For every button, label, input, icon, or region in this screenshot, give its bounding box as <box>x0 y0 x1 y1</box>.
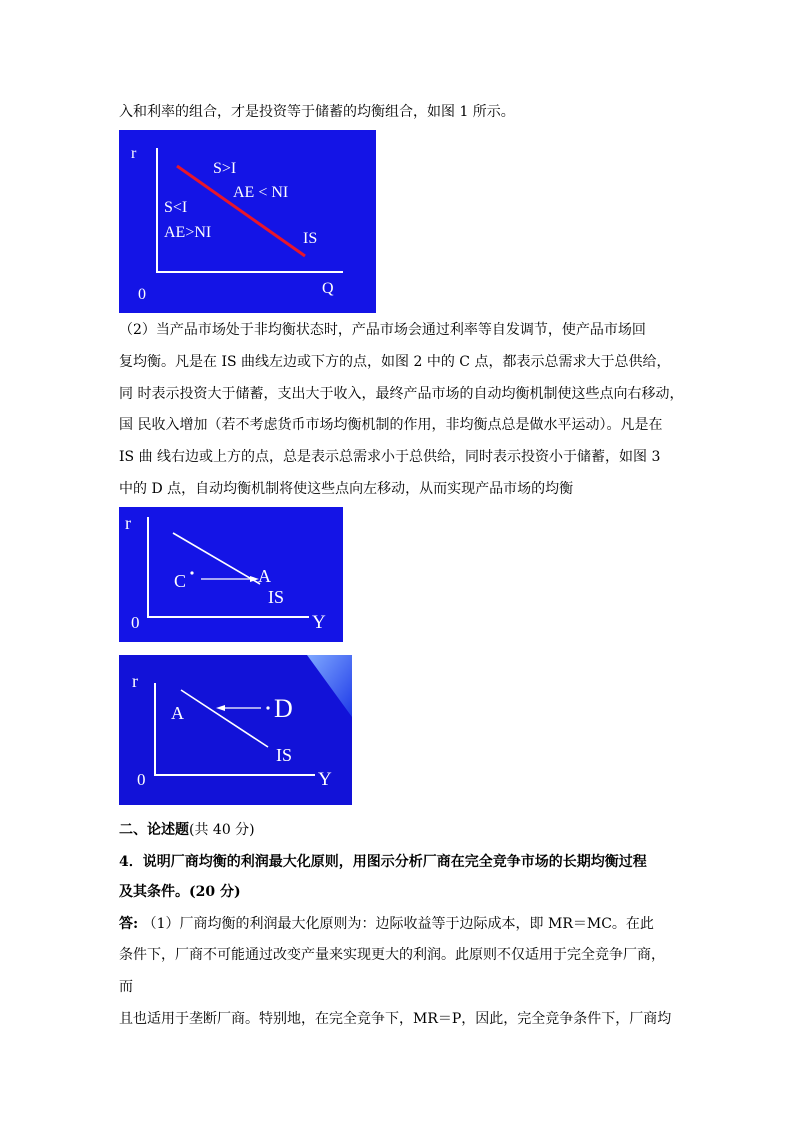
paragraph-2-line-2: 复均衡。凡是在 IS 曲线左边或下方的点，如图 2 中的 C 点，都表示总需求大于总供给， <box>119 354 671 370</box>
paragraph-2-line-3: 同 时表示投资大于储蓄，支出大于收入，最终产品市场的自动均衡机制使这些点向右移动， <box>119 386 684 402</box>
figure-2-background <box>119 507 343 642</box>
answer-line-2: 条件下，厂商不可能通过改变产量来实现更大的利润。此原则不仅适用于完全竞争厂商， <box>119 947 665 963</box>
figure-3-origin: 0 <box>137 770 146 789</box>
figure-2-curve-label: IS <box>268 587 285 607</box>
question-4-line-2: 及其条件。(20 分) <box>119 884 241 900</box>
figure-3-point-dot <box>266 706 269 709</box>
figure-1-x-label: Q <box>322 280 334 297</box>
figure-1-y-label: r <box>131 145 137 162</box>
paragraph-2-line-1: （2）当产品市场处于非均衡状态时，产品市场会通过利率等自发调节，使产品市场回 <box>119 322 646 338</box>
figure-1-is-curve <box>119 130 376 313</box>
figure-1-label-s-lt-i: S<I <box>164 199 188 216</box>
figure-3-point-label: D <box>274 694 293 723</box>
figure-1-label-ae-gt-ni: AE>NI <box>164 224 212 241</box>
figure-3-x-label: Y <box>318 769 332 790</box>
answer-line-3: 而 <box>119 979 133 995</box>
figure-2-origin: 0 <box>131 613 140 632</box>
figure-2-point-label: C <box>174 571 187 591</box>
answer-text-1: （1）厂商均衡的利润最大化原则为：边际收益等于边际成本，即 MR＝MC。在此 <box>138 916 654 932</box>
figure-3-y-label: r <box>132 671 138 691</box>
figure-1-origin: 0 <box>138 286 146 303</box>
figure-1-label-s-gt-i: S>I <box>213 160 237 177</box>
paragraph-2-line-4: 国 民收入增加（若不考虑货币市场均衡机制的作用，非均衡点总是做水平运动）。凡是在 <box>119 417 663 433</box>
figure-3-point-a: A <box>171 703 184 723</box>
figure-2-x-label: Y <box>312 612 326 633</box>
figure-1-curve-label: IS <box>303 230 318 247</box>
figure-2-y-label: r <box>125 513 131 533</box>
section-score: (共 40 分) <box>189 822 255 838</box>
answer-line-4: 且也适用于垄断厂商。特别地，在完全竞争下，MR＝P，因此，完全竞争条件下，厂商均 <box>119 1011 672 1027</box>
figure-3-curve-label: IS <box>276 745 293 765</box>
answer-line-1 <box>119 914 654 934</box>
figure-3-point-d <box>119 655 352 805</box>
question-4-line-1: 4．说明厂商均衡的利润最大化原则，用图示分析厂商在完全竞争市场的长期均衡过程 <box>119 854 647 870</box>
section-heading <box>119 820 255 840</box>
section-title: 二、论述题 <box>119 822 189 838</box>
paragraph-2-line-5: IS 曲 线右边或上方的点，总是表示总需求小于总供给，同时表示投资小于储蓄，如图 3 <box>119 449 661 465</box>
intro-paragraph: 入和利率的组合，才是投资等于储蓄的均衡组合，如图 1 所示。 <box>119 104 515 120</box>
figure-1-label-ae-lt-ni: AE < NI <box>233 184 289 201</box>
figure-2-point-a: A <box>258 566 271 586</box>
figure-2-point-dot <box>190 571 193 574</box>
answer-label: 答: <box>119 916 139 932</box>
figure-2-point-c <box>119 507 343 642</box>
paragraph-2-line-6: 中的 D 点，自动均衡机制将使这些点向左移动，从而实现产品市场的均衡 <box>119 481 574 497</box>
